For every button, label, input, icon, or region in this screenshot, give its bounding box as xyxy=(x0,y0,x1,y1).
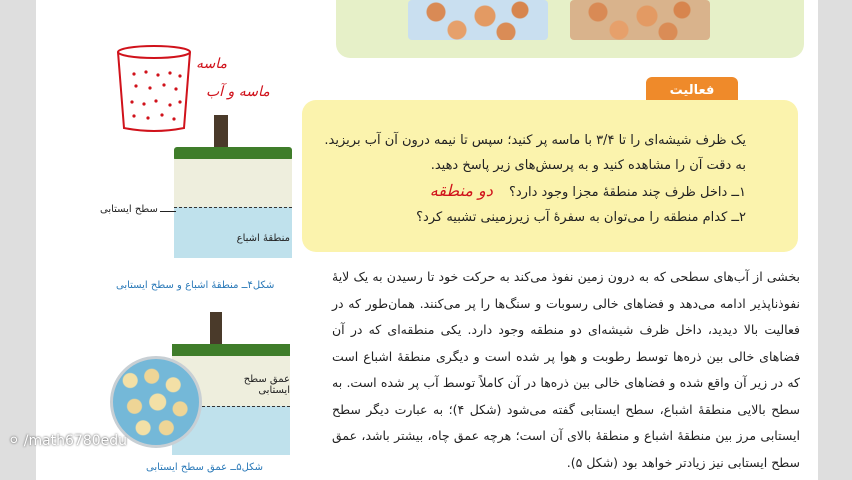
activity-text xyxy=(326,128,746,230)
pebbles-photo-right xyxy=(570,0,710,40)
label-water-table-depth: عمق سطح ایستابی xyxy=(243,374,290,396)
unsaturated-zone xyxy=(174,159,292,207)
pebbles-photo-left xyxy=(408,0,548,40)
activity-line-1: یک ظرف شیشه‌ای را تا ۳/۴ با ماسه پر کنید؛ سپس تا نیمه درون آن آب بریزید. xyxy=(324,133,746,148)
channel-watermark xyxy=(8,433,127,449)
question-1-row xyxy=(326,178,746,205)
water-table-pointer xyxy=(160,211,176,212)
activity-tab: فعالیت xyxy=(646,77,738,105)
handwritten-answer: دو منطقه xyxy=(429,181,493,200)
activity-line-2: به دقت آن را مشاهده کنید و به پرسش‌های زیر پاسخ دهید. xyxy=(430,158,746,173)
watermark-icon: ⚪ xyxy=(8,433,20,449)
previous-figure-panel xyxy=(336,0,804,58)
annotation-sand-water: ماسه و آب xyxy=(206,84,270,100)
watermark-text: /math6780edu xyxy=(23,433,128,449)
figure-5-caption: شکل۵ــ عمق سطح ایستابی xyxy=(146,462,264,473)
body-paragraph-text: بخشی از آب‌های سطحی که به درون زمین نفوذ می‌کند به حرکت خود تا رسیدن به یک لایهٔ نفوذناپذیر ادامه می‌دهد و فضاهای خالی رسوبات و سنگ‌ها را پر می‌کنند. همان‌طور که در فعالیت بالا دیدید، داخل ظرف شیشه‌ای دو منطقه وجود دارد. یکی منطقه‌ای که در آن فضاهای خالی بین ذره‌ها توسط رطوبت و هوا پر شده است و دیگری منطقهٔ اشباع است که در زیر آن واقع شده و فضاهای خالی بین ذره‌ها در آن کاملاً توسط آب پر شده است. به سطح بالایی منطقهٔ اشباع، سطح ایستابی گفته می‌شود (شکل ۴)؛ به عبارت دیگر سطح ایستابی مرز بین منطقهٔ اشباع و منطقهٔ بالای آن است؛ هرچه عمق چاه، بیشتر باشد، عمق سطح ایستابی نیز زیادتر خواهد بود (شکل ۵). xyxy=(332,269,800,470)
tree-trunk-2 xyxy=(210,312,222,346)
textbook-page xyxy=(36,0,818,480)
right-margin xyxy=(818,0,852,480)
label-water-table: سطح ایستابی xyxy=(100,204,158,215)
figure-4-caption: شکل۴ــ منطقهٔ اشباع و سطح ایستابی xyxy=(116,280,275,291)
body-paragraph xyxy=(332,264,800,476)
left-margin xyxy=(0,0,36,480)
annotation-sand: ماسه xyxy=(196,56,228,72)
figure-4 xyxy=(174,115,300,275)
label-saturation-zone: منطقهٔ اشباع xyxy=(236,233,290,244)
question-1: ۱ــ داخل ظرف چند منطقهٔ مجزا وجود دارد؟ xyxy=(508,185,746,200)
question-2: ۲ــ کدام منطقه را می‌توان به سفرهٔ آب زیرزمینی تشبیه کرد؟ xyxy=(416,210,746,225)
tree-trunk xyxy=(214,115,228,151)
